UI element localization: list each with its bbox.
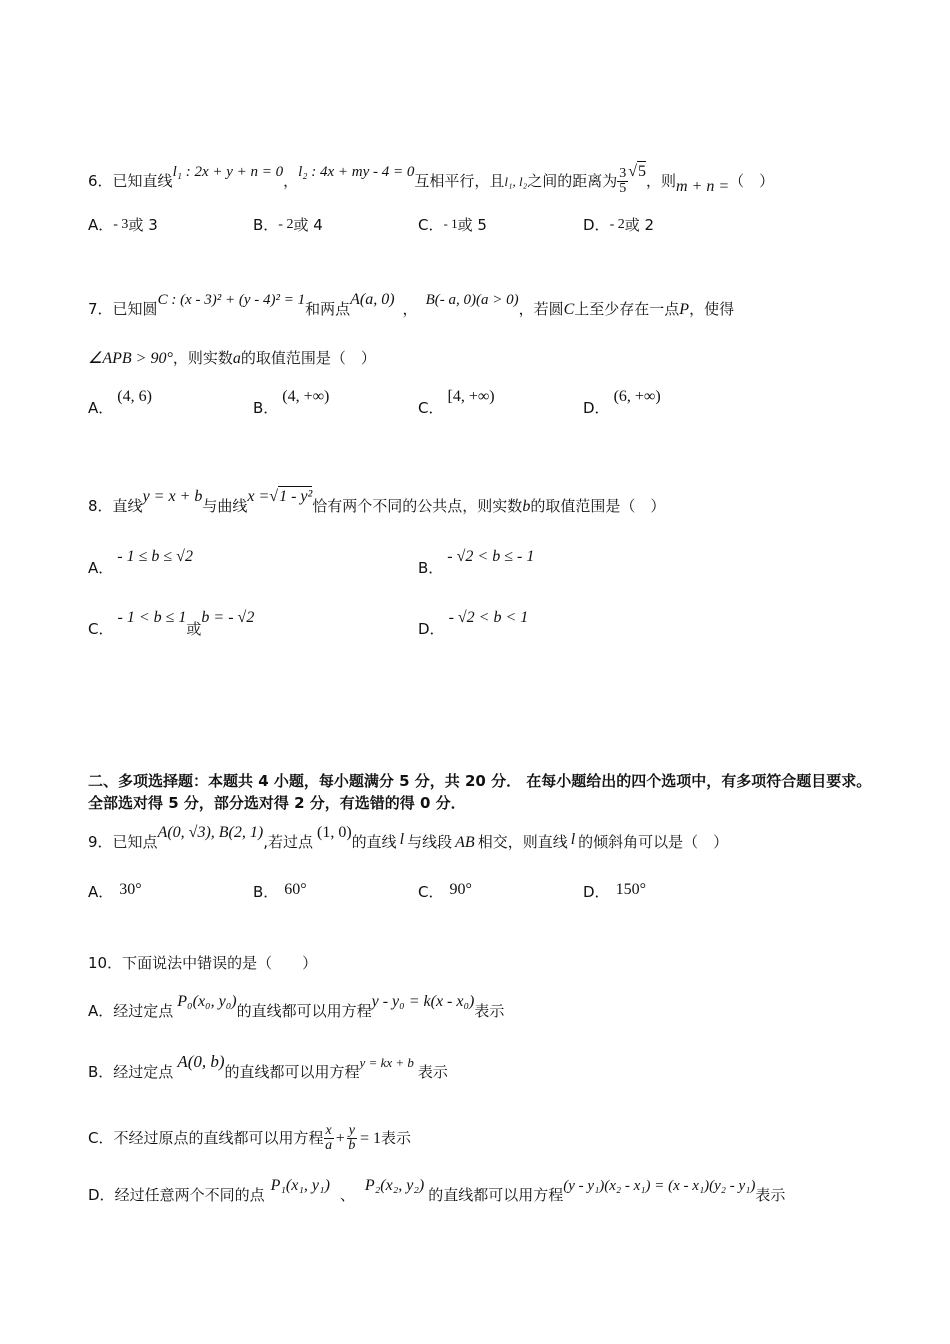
q6-option-d[interactable]: D．- 2或 2 bbox=[583, 216, 655, 234]
q9-text-6: 的倾斜角可以是（ ） bbox=[578, 833, 729, 851]
q6-option-c[interactable]: C．- 1或 5 bbox=[418, 216, 487, 234]
q10-number: 10． bbox=[88, 954, 123, 972]
q7-text-1: 已知圆 bbox=[112, 300, 158, 318]
q7-text-4: 上至少存在一点 bbox=[574, 300, 680, 318]
q6-text-1: 已知直线 bbox=[112, 172, 173, 190]
q6-distance-fraction: $\frac{3}{5}$ bbox=[619, 166, 627, 196]
q8-text-4: 的取值范围是（ ） bbox=[530, 497, 666, 515]
q9-option-b[interactable]: B． 60° bbox=[253, 881, 307, 901]
q8-option-b[interactable]: B．- √2 < b ≤ - 1 bbox=[418, 548, 535, 577]
q7-angle: ∠APB > 90° bbox=[88, 350, 173, 367]
q6-l12: l₁, l₂ bbox=[504, 174, 528, 189]
q9-stem bbox=[88, 824, 729, 853]
q6-expr: m + n = bbox=[676, 178, 730, 195]
q7-stem bbox=[88, 291, 735, 320]
q9-text-5: 相交，则直线 bbox=[477, 833, 568, 851]
q7-point-a: A(a, 0) bbox=[350, 291, 395, 308]
q10-option-a[interactable]: A．经过定点P₀(x₀, y₀)的直线都可以用方程y - y₀ = k(x - x₀)表示 bbox=[88, 993, 505, 1020]
q10-frac-y-b: $\frac{y}{b}$ bbox=[348, 1123, 356, 1153]
q7-text-7: 的取值范围是（ ） bbox=[240, 349, 376, 367]
q10-option-c[interactable]: C．不经过原点的直线都可以用方程 $\frac{x}{a}$ + $\frac{y}{b}$ = 1表示 bbox=[88, 1123, 412, 1153]
q6-line-l1: l₁ : 2x + y + n = 0 bbox=[172, 164, 284, 180]
q6-text-3: 之间的距离为 bbox=[527, 172, 618, 190]
q6-option-a[interactable]: A．- 3或 3 bbox=[88, 216, 158, 234]
q9-text-3: 的直线 bbox=[351, 833, 397, 851]
q7-option-c[interactable]: C．[4, +∞) bbox=[418, 388, 495, 417]
q9-option-a[interactable]: A． 30° bbox=[88, 881, 142, 901]
q6-line-l2: l₂ : 4x + my - 4 = 0 bbox=[298, 164, 415, 180]
q9-point-a: A(0, √3), bbox=[157, 824, 215, 841]
q9-text-2: ,若过点 bbox=[263, 833, 313, 851]
q6-paren: （ ） bbox=[729, 172, 775, 190]
q9-point-b: B(2, 1) bbox=[218, 824, 264, 841]
q10-option-d[interactable]: D．经过任意两个不同的点P₁(x₁, y₁)、P₂(x₂, y₂)的直线都可以用方程(y - y₁)(x₂ - x₁) = (x - x₁)(y₂ - y₁)表示 bbox=[88, 1177, 786, 1204]
q7-sep: ， bbox=[402, 300, 418, 318]
q8-number: 8． bbox=[88, 497, 113, 515]
q7-option-b[interactable]: B．(4, +∞) bbox=[253, 388, 330, 417]
q8-curve-lhs: x = bbox=[247, 488, 270, 505]
q10-text: 下面说法中错误的是（ ） bbox=[122, 954, 318, 972]
q7-text-5: ，使得 bbox=[689, 300, 735, 318]
q10-option-b[interactable]: B．经过定点A(0, b)的直线都可以用方程y = kx + b表示 bbox=[88, 1052, 448, 1081]
q7-number: 7． bbox=[88, 300, 113, 318]
q6-sep: ， bbox=[283, 172, 299, 190]
q9-option-c[interactable]: C． 90° bbox=[418, 881, 472, 901]
q8-text-1: 直线 bbox=[112, 497, 143, 515]
q7-stem-2 bbox=[88, 348, 376, 369]
q6-distance-root: √5 bbox=[628, 163, 646, 180]
q9-ab: AB bbox=[455, 834, 475, 851]
q6-number: 6． bbox=[88, 172, 113, 190]
q9-number: 9． bbox=[88, 833, 113, 851]
q6-text-4: ，则 bbox=[645, 172, 676, 190]
q8-text-3: 恰有两个不同的公共点，则实数 bbox=[312, 497, 523, 515]
q7-p: P bbox=[679, 301, 690, 318]
q8-option-a[interactable]: A．- 1 ≤ b ≤ √2 bbox=[88, 548, 193, 577]
q8-stem bbox=[88, 488, 666, 517]
q10-stem bbox=[88, 953, 317, 973]
q8-option-c[interactable]: C．- 1 < b ≤ 1或b = - √2 bbox=[88, 609, 255, 638]
q9-text-1: 已知点 bbox=[112, 833, 158, 851]
q9-point: (1, 0) bbox=[317, 824, 352, 841]
q9-option-d[interactable]: D． 150° bbox=[583, 881, 646, 901]
q7-circle: C : (x - 3)² + (y - 4)² = 1 bbox=[157, 292, 306, 308]
q9-text-4: 与线段 bbox=[407, 833, 453, 851]
q8-option-d[interactable]: D．- √2 < b < 1 bbox=[418, 609, 529, 638]
q6-text-2: 互相平行，且 bbox=[414, 172, 505, 190]
q7-c: C bbox=[563, 301, 575, 318]
q7-option-a[interactable]: A．(4, 6) bbox=[88, 388, 152, 417]
q7-option-d[interactable]: D．(6, +∞) bbox=[583, 388, 661, 417]
q7-text-6: ，则实数 bbox=[172, 349, 233, 367]
q7-text-3: ，若圆 bbox=[518, 300, 564, 318]
q8-text-2: 与曲线 bbox=[202, 497, 248, 515]
q8-curve-root: √1 - y² bbox=[269, 488, 313, 505]
q9-l2: l bbox=[570, 831, 576, 848]
q7-a: a bbox=[232, 350, 241, 367]
q7-text-2: 和两点 bbox=[305, 300, 351, 318]
section2-heading: 二、多项选择题：本题共 4 小题，每小题满分 5 分，共 20 分． 在每小题给出的四个选项中，有多项符合题目要求。全部选对得 5 分，部分选对得 2 分，有选错的得 0 分． bbox=[88, 772, 872, 812]
q7-point-b: B(- a, 0)(a > 0) bbox=[425, 292, 519, 308]
q8-b: b bbox=[522, 498, 531, 515]
q8-line-eq: y = x + b bbox=[142, 488, 203, 505]
q10-frac-x-a: $\frac{x}{a}$ bbox=[325, 1123, 333, 1153]
q6-stem bbox=[88, 163, 775, 196]
q9-l: l bbox=[399, 831, 405, 848]
q6-option-b[interactable]: B．- 2或 4 bbox=[253, 216, 323, 234]
